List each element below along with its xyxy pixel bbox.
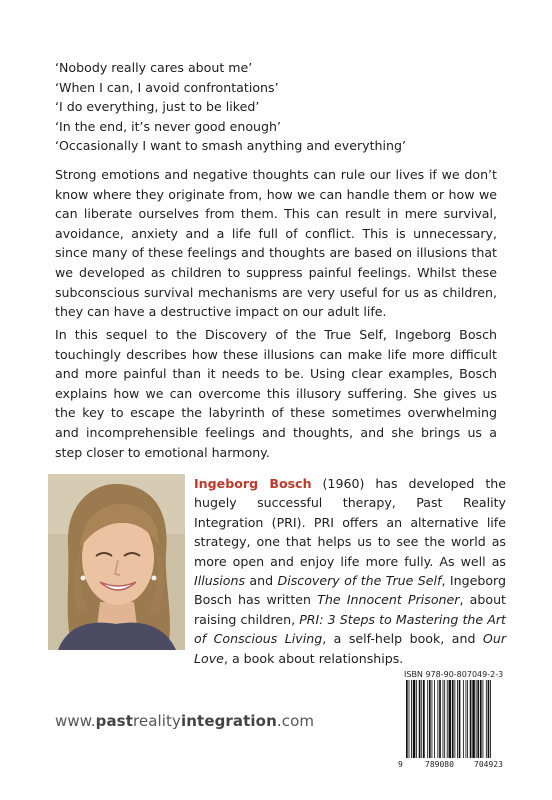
- book-title-our-love: Our Love: [194, 631, 506, 666]
- barcode-bar: [439, 680, 441, 758]
- barcode-bar: [459, 680, 461, 758]
- barcode-bar: [452, 680, 454, 758]
- barcode-bar: [480, 680, 482, 758]
- author-name: Ingeborg Bosch: [194, 476, 312, 491]
- author-bio: [194, 474, 506, 668]
- bio-text: (1960) has developed the hugely successful therapy, Past Reality Integration (PRI). PRI offers an alternative life strategy, one that helps us to see the world as more open and enjoy life more fully. As well as: [194, 476, 506, 569]
- barcode-bar: [476, 680, 477, 758]
- barcode-bar: [463, 680, 464, 758]
- bio-text: , a book about relationships.: [223, 650, 404, 666]
- quote-list: [55, 58, 406, 156]
- portrait-image: [48, 474, 185, 650]
- quote-line: ‘When I can, I avoid confrontations’: [55, 79, 279, 95]
- isbn-text: ISBN 978-90-807049-2-3: [404, 670, 504, 679]
- barcode-bar: [409, 680, 410, 758]
- quote-line: ‘Nobody really cares about me’: [55, 60, 253, 75]
- barcode-bar: [443, 680, 444, 758]
- quote-line: ‘In the end, it’s never good enough’: [55, 118, 282, 134]
- book-title-illusions: Illusions: [194, 573, 246, 589]
- barcode-digits-right: 704923: [474, 760, 503, 769]
- bio-text: , about raising children,: [194, 592, 506, 627]
- barcode-bar: [444, 680, 445, 758]
- url-part-integration: integration: [181, 712, 277, 730]
- barcode-bar: [423, 680, 425, 758]
- barcode-bar: [449, 680, 452, 758]
- barcode-bar: [419, 680, 421, 758]
- description-paragraph-1: Strong emotions and negative thoughts can rule our lives if we don’t know where they originate from, how we can handle them or how we can liberate ourselves from them. This can result in mere survival, avoidance, anxiety and a life full of conflict. This is unnecessary, since many of these feelings and thoughts are based on illusions that we developed as children to suppress painful feelings. Whilst these subconscious survival mechanisms are very useful for us as children, they can have a destructive impact on our adult life.: [55, 167, 497, 320]
- author-photo: [48, 474, 185, 650]
- barcode-bar: [411, 680, 412, 758]
- bio-text: , Ingeborg Bosch has written: [194, 573, 506, 608]
- url-part-past: past: [95, 712, 133, 730]
- book-title-innocent-prisoner: The Innocent Prisoner: [317, 592, 460, 608]
- barcode-bar: [421, 680, 422, 758]
- barcode-bar: [483, 680, 484, 758]
- barcode-bar: [472, 680, 475, 758]
- barcode-digits-left: 789080: [425, 760, 454, 769]
- description-paragraph-2: In this sequel to the Discovery of the True Self, Ingeborg Bosch touchingly describes how these illusions can make life more difficult and more painful than it needs to be. Using clear examples, Bosch explains how we can overcome this illusory suffering. She gives us the key to escape the labyrinth of these sometimes overwhelming and incomprehensible feelings and thoughts, and she brings us a step closer to emotional harmony.: [55, 327, 497, 460]
- url-part-reality: reality: [132, 712, 182, 730]
- barcode-bar: [447, 680, 448, 758]
- website-url[interactable]: [55, 712, 314, 730]
- barcode-bar: [454, 680, 455, 758]
- barcode-bar: [470, 680, 472, 758]
- barcode-bar: [486, 680, 487, 758]
- barcode-bar: [434, 680, 435, 758]
- barcode-bar: [413, 680, 416, 758]
- bio-text: , a self-help book, and: [322, 631, 483, 647]
- barcode-bar: [488, 680, 490, 758]
- barcode-bar: [457, 680, 458, 758]
- barcode-bar: [466, 680, 467, 758]
- barcode-bar: [427, 680, 428, 758]
- book-title-pri-3-steps: PRI: 3 Steps to Mastering the Art of Conscious Living: [194, 611, 506, 647]
- url-suffix: .com: [276, 712, 315, 730]
- barcode-bar: [490, 680, 491, 758]
- barcode-bar: [406, 680, 408, 758]
- barcode-bar: [467, 680, 468, 758]
- barcode-bar: [416, 680, 417, 758]
- barcode: [404, 680, 526, 758]
- barcode-bar: [437, 680, 438, 758]
- barcode-bar: [432, 680, 433, 758]
- book-title-discovery: Discovery of the True Self: [277, 573, 442, 589]
- quote-line: ‘Occasionally I want to smash anything and everything’: [55, 138, 407, 154]
- barcode-bar: [477, 680, 479, 758]
- barcode-bar: [429, 680, 431, 758]
- url-prefix: www.: [55, 712, 96, 730]
- barcode-digit-lead: 9: [398, 760, 403, 769]
- quote-line: ‘I do everything, just to be liked’: [55, 99, 260, 115]
- bio-text: and: [245, 573, 278, 589]
